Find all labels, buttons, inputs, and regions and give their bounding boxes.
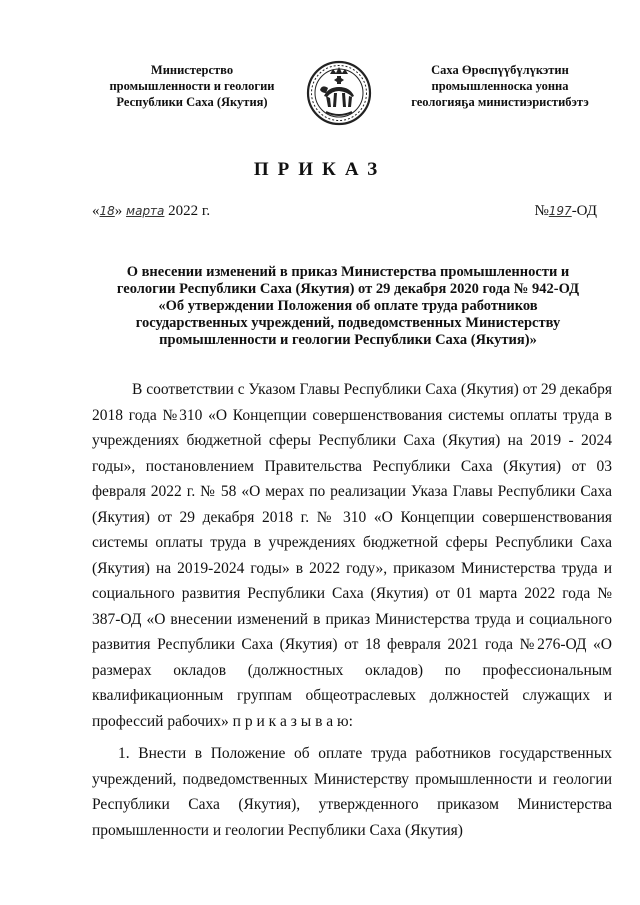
subject-line: геологии Республики Саха (Якутия) от 29 декабря 2020 года № 942-ОД [116, 281, 580, 297]
preamble-paragraph: В соответствии с Указом Главы Республики Саха (Якутия) от 29 декабря 2018 года №310 «О Концепции совершенствования системы оплаты труда в учреждениях бюджетной сферы Республики Саха (Якутия) на 2019 - 2024 годы», постановлением Правительства Республики Саха (Якутия) от 03 февраля 2022 г. № 58 «О мерах по реализации Указа Главы Республики Саха (Якутия) от 29 декабря 2018 г. № 310 «О Концепции совершенствования системы оплаты труда в учреждениях бюджетной сферы Республики Саха (Якутия) на 2019-2024 годы» в 2022 году», приказом Министерства труда и социального развития Республики Саха (Якутия) от 01 марта 2022 года № 387-ОД «О внесении изменений в приказ Министерства труда и социального развития Республики Саха (Якутия) от 18 февраля 2021 года №276-ОД «О размерах окладов (должностных окладов) по профессиональным квалификационным группам общеотраслевых должностей служащих и профессий рабочих» п р и к а з ы в а ю: [92, 381, 612, 730]
ministry-name-russian [72, 62, 312, 110]
ministry-name-line: Министерство [150, 63, 234, 77]
order-item-1: 1. Внести в Положение об оплате труда работников государственных учреждений, подведомственных Министерству промышленности и геологии Республики Саха (Якутия), утвержденного приказом Министерства промышленности и геологии Республики Саха (Якутия) [92, 745, 612, 839]
subject-line: государственных учреждений, подведомственных Министерству [135, 315, 561, 331]
sakha-republic-emblem-icon [306, 60, 372, 126]
ministry-name-line: промышленности и геологии [109, 79, 275, 93]
subject-line: «Об утверждении Положения об оплате труда работников [158, 298, 538, 314]
ministry-name-line: Саха Өрөспүүбүлүкэтин [431, 63, 569, 77]
date-month: марта [126, 204, 165, 218]
number-prefix: № [534, 203, 549, 219]
ministry-name-yakut [385, 62, 615, 110]
date-day: 18 [99, 204, 115, 218]
ministry-name-line: геологияҕа министиэристибэтэ [411, 95, 589, 109]
date-mid-quote: » [114, 203, 123, 219]
ministry-name-line: Республики Саха (Якутия) [116, 95, 268, 109]
number-suffix: -ОД [571, 203, 597, 219]
number-value: 197 [548, 204, 572, 218]
order-date [92, 203, 210, 220]
date-open-quote: « [92, 203, 100, 219]
document-header [0, 60, 640, 132]
document-title: ПРИКАЗ [253, 159, 387, 180]
order-subject [88, 264, 608, 349]
subject-line: промышленности и геологии Республики Саха (Якутия)» [159, 332, 537, 348]
subject-line: О внесении изменений в приказ Министерства промышленности и [126, 264, 570, 280]
order-number [534, 203, 597, 220]
date-year: 2022 г. [168, 203, 211, 219]
ministry-name-line: промышленноска уонна [431, 79, 569, 93]
